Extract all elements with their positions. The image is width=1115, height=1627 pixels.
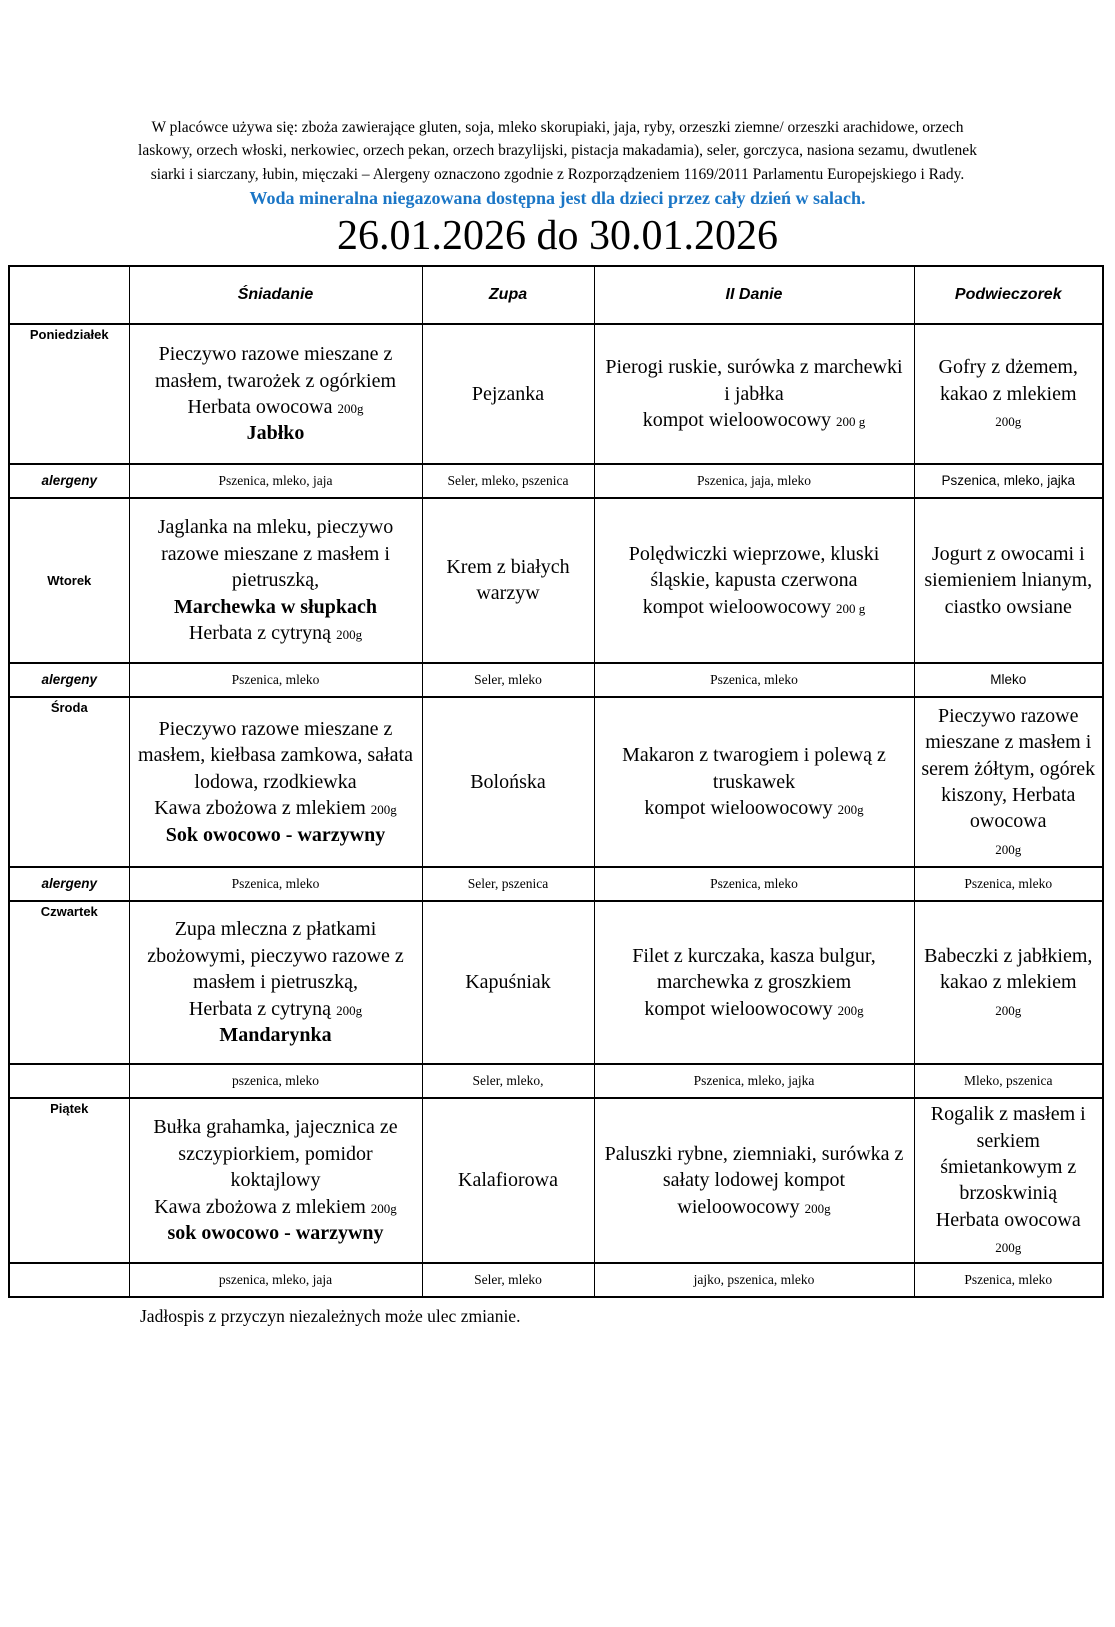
monday-snack: Gofry z dżemem, kakao z mlekiem 200g xyxy=(914,324,1103,464)
allergens-row-monday xyxy=(9,464,1103,498)
allergens-row-friday xyxy=(9,1263,1103,1297)
table-row-friday xyxy=(9,1098,1103,1263)
thursday-breakfast-allergens: pszenica, mleko xyxy=(129,1064,422,1098)
monday-breakfast-allergens: Pszenica, mleko, jaja xyxy=(129,464,422,498)
thursday-main-course: Filet z kurczaka, kasza bulgur, marchewka z groszkiem kompot wieloowocowy 200g xyxy=(594,901,914,1064)
column-header-main-course: II Danie xyxy=(594,266,914,324)
day-label-thursday: Czwartek xyxy=(9,901,129,1064)
tuesday-snack: Jogurt z owocami i siemieniem lnianym, ciastko owsiane xyxy=(914,498,1103,663)
allergen-notice: W placówce używa się: zboża zawierające gluten, soja, mleko skorupiaki, jaja, ryby, orzeszki ziemne/ orzeszki arachidowe, orzech laskowy, orzech włoski, nerkowiec, orzech pekan, orzech brazylijski, pistacja makadamia), seler, gorczyca, nasiona sezamu, dwutlenek siarki i siarczany, łubin, mięczaki – Alergeny oznaczono zgodnie z Rozporządzeniem 1169/2011 Parlamentu Europejskiego i Rady. xyxy=(138,119,977,183)
column-header-snack: Podwieczorek xyxy=(914,266,1103,324)
day-label-wednesday: Środa xyxy=(9,697,129,867)
friday-main-course: Paluszki rybne, ziemniaki, surówka z sałaty lodowej kompot wieloowocowy 200g xyxy=(594,1098,914,1263)
table-row-thursday xyxy=(9,901,1103,1064)
thursday-main-allergens: Pszenica, mleko, jajka xyxy=(594,1064,914,1098)
allergens-label: alergeny xyxy=(9,663,129,697)
day-label-friday: Piątek xyxy=(9,1098,129,1263)
page-title: 26.01.2026 do 30.01.2026 xyxy=(337,212,778,259)
friday-breakfast-allergens: pszenica, mleko, jaja xyxy=(129,1263,422,1297)
tuesday-breakfast: Jaglanka na mleku, pieczywo razowe mieszane z masłem i pietruszką, Marchewka w słupkach Herbata z cytryną 200g xyxy=(129,498,422,663)
allergens-row-thursday xyxy=(9,1064,1103,1098)
day-label-monday: Poniedziałek xyxy=(9,324,129,464)
friday-snack-allergens: Pszenica, mleko xyxy=(914,1263,1103,1297)
monday-soup-allergens: Seler, mleko, pszenica xyxy=(422,464,594,498)
tuesday-soup: Krem z białych warzyw xyxy=(422,498,594,663)
wednesday-main-course: Makaron z twarogiem i polewą z truskawek kompot wieloowocowy 200g xyxy=(594,697,914,867)
table-row-wednesday xyxy=(9,697,1103,867)
thursday-soup-allergens: Seler, mleko, xyxy=(422,1064,594,1098)
thursday-soup: Kapuśniak xyxy=(422,901,594,1064)
weekly-menu-table xyxy=(8,265,1104,1298)
monday-soup: Pejzanka xyxy=(422,324,594,464)
allergens-label-empty xyxy=(9,1064,129,1098)
allergens-label-empty xyxy=(9,1263,129,1297)
table-row-monday xyxy=(9,324,1103,464)
allergens-row-tuesday xyxy=(9,663,1103,697)
column-header-soup: Zupa xyxy=(422,266,594,324)
table-row-tuesday xyxy=(9,498,1103,663)
monday-main-course: Pierogi ruskie, surówka z marchewki i jabłka kompot wieloowocowy 200 g xyxy=(594,324,914,464)
wednesday-main-allergens: Pszenica, mleko xyxy=(594,867,914,901)
thursday-breakfast: Zupa mleczna z płatkami zbożowymi, pieczywo razowe z masłem i pietruszką, Herbata z cytryną 200g Mandarynka xyxy=(129,901,422,1064)
water-availability-notice: Woda mineralna niegazowana dostępna jest dla dzieci przez cały dzień w salach. xyxy=(249,187,866,208)
column-header-breakfast: Śniadanie xyxy=(129,266,422,324)
wednesday-snack-allergens: Pszenica, mleko xyxy=(914,867,1103,901)
table-header-row xyxy=(9,266,1103,324)
friday-main-allergens: jajko, pszenica, mleko xyxy=(594,1263,914,1297)
monday-main-allergens: Pszenica, jaja, mleko xyxy=(594,464,914,498)
friday-breakfast: Bułka grahamka, jajecznica ze szczypiorkiem, pomidor koktajlowy Kawa zbożowa z mlekiem 200g sok owocowo - warzywny xyxy=(129,1098,422,1263)
tuesday-main-allergens: Pszenica, mleko xyxy=(594,663,914,697)
friday-snack: Rogalik z masłem i serkiem śmietankowym z brzoskwinią Herbata owocowa 200g xyxy=(914,1098,1103,1263)
change-disclaimer: Jadłospis z przyczyn niezależnych może ulec zmianie. xyxy=(140,1305,521,1326)
tuesday-snack-allergens: Mleko xyxy=(914,663,1103,697)
day-label-tuesday: Wtorek xyxy=(9,498,129,663)
wednesday-snack: Pieczywo razowe mieszane z masłem i serem żółtym, ogórek kiszony, Herbata owocowa 200g xyxy=(914,697,1103,867)
wednesday-breakfast: Pieczywo razowe mieszane z masłem, kiełbasa zamkowa, sałata lodowa, rzodkiewka Kawa zbożowa z mlekiem 200g Sok owocowo - warzywny xyxy=(129,697,422,867)
wednesday-breakfast-allergens: Pszenica, mleko xyxy=(129,867,422,901)
monday-snack-allergens: Pszenica, mleko, jajka xyxy=(914,464,1103,498)
tuesday-main-course: Polędwiczki wieprzowe, kluski śląskie, kapusta czerwona kompot wieloowocowy 200 g xyxy=(594,498,914,663)
wednesday-soup: Bolońska xyxy=(422,697,594,867)
thursday-snack: Babeczki z jabłkiem, kakao z mlekiem 200g xyxy=(914,901,1103,1064)
allergens-label: alergeny xyxy=(9,464,129,498)
friday-soup-allergens: Seler, mleko xyxy=(422,1263,594,1297)
monday-breakfast: Pieczywo razowe mieszane z masłem, twarożek z ogórkiem Herbata owocowa 200g Jabłko xyxy=(129,324,422,464)
friday-soup: Kalafiorowa xyxy=(422,1098,594,1263)
allergens-row-wednesday xyxy=(9,867,1103,901)
column-header-day xyxy=(9,266,129,324)
wednesday-soup-allergens: Seler, pszenica xyxy=(422,867,594,901)
tuesday-soup-allergens: Seler, mleko xyxy=(422,663,594,697)
allergens-label: alergeny xyxy=(9,867,129,901)
thursday-snack-allergens: Mleko, pszenica xyxy=(914,1064,1103,1098)
tuesday-breakfast-allergens: Pszenica, mleko xyxy=(129,663,422,697)
